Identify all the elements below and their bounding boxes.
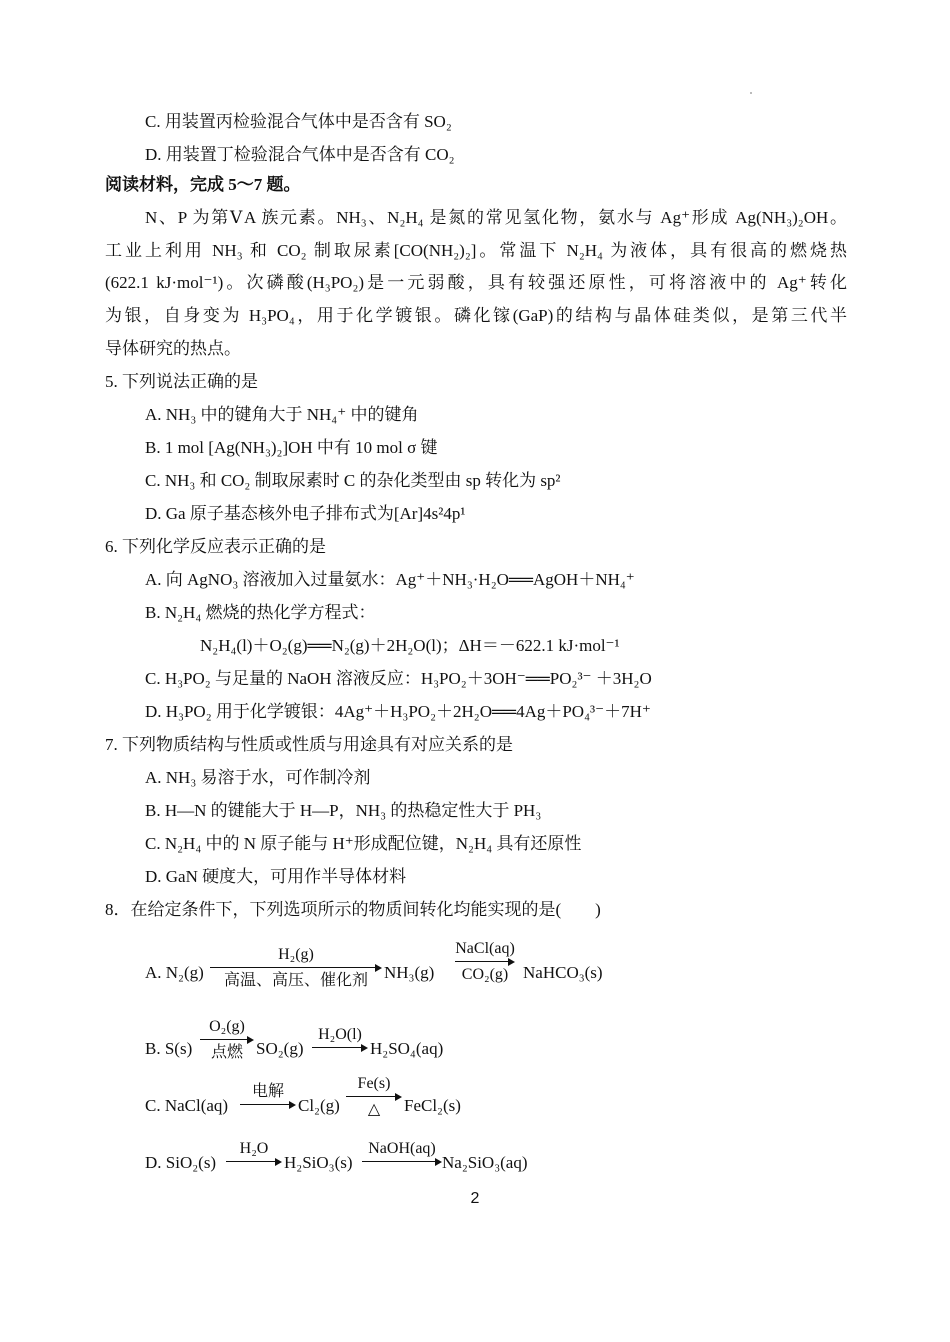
- page-number: 2: [470, 1190, 480, 1207]
- option-d-q4: D. 用装置丁检验混合气体中是否含有 CO₂: [145, 145, 455, 164]
- q8-option-b-label: B. S(s): [145, 1039, 193, 1058]
- q8-a-arrow-2: [450, 940, 520, 984]
- q8-option-c-label: C. NaCl(aq): [145, 1096, 229, 1115]
- question-8: 8．在给定条件下，下列选项所示的物质间转化均能实现的是( ): [105, 900, 601, 919]
- q6-option-c: C. H₃PO₂ 与足量的 NaOH 溶液反应：H₃PO₂＋3OH⁻══PO₂³⁻ ＋3H₂O: [145, 669, 652, 688]
- arrow-icon: [240, 1101, 296, 1109]
- q7-option-a: A. NH₃ 易溶于水，可作制冷剂: [145, 768, 371, 787]
- q8-a-middle: NH₃(g): [384, 963, 435, 982]
- question-7: 7. 下列物质结构与性质或性质与用途具有对应关系的是: [105, 735, 513, 754]
- q8-a-arrow-2-bottom: CO₂(g): [461, 966, 509, 983]
- q8-b-middle: SO₂(g): [256, 1039, 304, 1058]
- passage-line-4: 为银，自身变为 H₃PO₄，用于化学镀银。磷化镓(GaP)的结构与晶体硅类似，是第三代半: [105, 306, 847, 325]
- q6-option-d: D. H₃PO₂ 用于化学镀银：4Ag⁺＋H₃PO₂＋2H₂O══4Ag＋PO₄³⁻＋7H⁺: [145, 702, 651, 721]
- q8-c-arrow-2: [346, 1075, 402, 1119]
- arrow-icon: [362, 1158, 442, 1166]
- q8-c-end: FeCl₂(s): [404, 1096, 461, 1115]
- q6-option-b: B. N₂H₄ 燃烧的热化学方程式：: [145, 603, 376, 622]
- arrow-icon: [210, 964, 382, 972]
- q8-a-arrow-1-top: H₂(g): [278, 946, 314, 963]
- q8-b-arrow-1-top: O₂(g): [209, 1018, 245, 1035]
- q8-option-a-label: A. N₂(g): [145, 963, 204, 982]
- q8-c-arrow-1: [240, 1083, 296, 1109]
- section-heading: 阅读材料，完成 5～7 题。: [105, 175, 301, 194]
- passage-line-5: 导体研究的热点。: [105, 339, 241, 358]
- question-5: 5. 下列说法正确的是: [105, 372, 258, 391]
- arrow-icon: [312, 1044, 368, 1052]
- q7-option-d: D. GaN 硬度大，可用作半导体材料: [145, 867, 407, 886]
- q5-option-a: A. NH₃ 中的键角大于 NH₄⁺ 中的键角: [145, 405, 419, 424]
- q8-d-arrow-2-top: NaOH(aq): [368, 1140, 436, 1157]
- q8-a-end: NaHCO₃(s): [523, 963, 603, 982]
- q8-d-end: Na₂SiO₃(aq): [442, 1153, 528, 1172]
- arrow-icon: [455, 958, 515, 966]
- q8-a-arrow-1: [210, 946, 382, 990]
- q8-d-arrow-1-top: H₂O: [239, 1140, 269, 1157]
- q8-d-arrow-1: [226, 1140, 282, 1166]
- passage-line-2: 工业上利用 NH₃ 和 CO₂ 制取尿素[CO(NH₂)₂]。常温下 N₂H₄ 为液体，具有很高的燃烧热: [105, 241, 847, 260]
- q5-option-d: D. Ga 原子基态核外电子排布式为[Ar]4s²4p¹: [145, 504, 466, 523]
- q8-c-arrow-1-top: 电解: [251, 1083, 284, 1100]
- passage-line-3: (622.1 kJ·mol⁻¹)。次磷酸(H₃PO₂)是一元弱酸，具有较强还原性，可将溶液中的 Ag⁺转化: [105, 273, 847, 292]
- scan-speck: [750, 92, 752, 94]
- q8-d-arrow-2: [362, 1140, 442, 1166]
- q8-c-arrow-2-top: Fe(s): [357, 1075, 391, 1092]
- q5-option-b: B. 1 mol [Ag(NH₃)₂]OH 中有 10 mol σ 键: [145, 438, 438, 457]
- q8-a-arrow-1-bottom: 高温、高压、催化剂: [223, 972, 368, 989]
- q7-option-c: C. N₂H₄ 中的 N 原子能与 H⁺形成配位键，N₂H₄ 具有还原性: [145, 834, 582, 853]
- q8-b-arrow-1: [200, 1018, 254, 1062]
- question-6: 6. 下列化学反应表示正确的是: [105, 537, 326, 556]
- heat-triangle-icon: △: [367, 1101, 381, 1118]
- q8-b-arrow-2-top: H₂O(l): [318, 1026, 362, 1043]
- q8-d-middle: H₂SiO₃(s): [284, 1153, 353, 1172]
- passage-line-1: N、P 为第ⅤA 族元素。NH₃、N₂H₄ 是氮的常见氢化物，氨水与 Ag⁺形成 Ag(NH₃)₂OH。: [145, 208, 847, 227]
- q8-a-arrow-2-top: NaCl(aq): [455, 940, 515, 957]
- arrow-icon: [200, 1036, 254, 1044]
- q8-c-middle: Cl₂(g): [298, 1096, 340, 1115]
- q7-option-b: B. H—N 的键能大于 H—P，NH₃ 的热稳定性大于 PH₃: [145, 801, 542, 820]
- option-c-q4: C. 用装置丙检验混合气体中是否含有 SO₂: [145, 112, 452, 131]
- arrow-icon: [226, 1158, 282, 1166]
- q6-option-b-equation: N₂H₄(l)＋O₂(g)══N₂(g)＋2H₂O(l)；ΔH＝－622.1 kJ·mol⁻¹: [200, 636, 620, 655]
- q8-b-arrow-1-bottom: 点燃: [210, 1044, 243, 1061]
- q8-b-end: H₂SO₄(aq): [370, 1039, 444, 1058]
- q8-b-arrow-2: [312, 1026, 368, 1052]
- q8-option-d-label: D. SiO₂(s): [145, 1153, 217, 1172]
- q5-option-c: C. NH₃ 和 CO₂ 制取尿素时 C 的杂化类型由 sp 转化为 sp²: [145, 471, 561, 490]
- arrow-icon: [346, 1093, 402, 1101]
- q6-option-a: A. 向 AgNO₃ 溶液加入过量氨水：Ag⁺＋NH₃·H₂O══AgOH＋NH₄⁺: [145, 570, 635, 589]
